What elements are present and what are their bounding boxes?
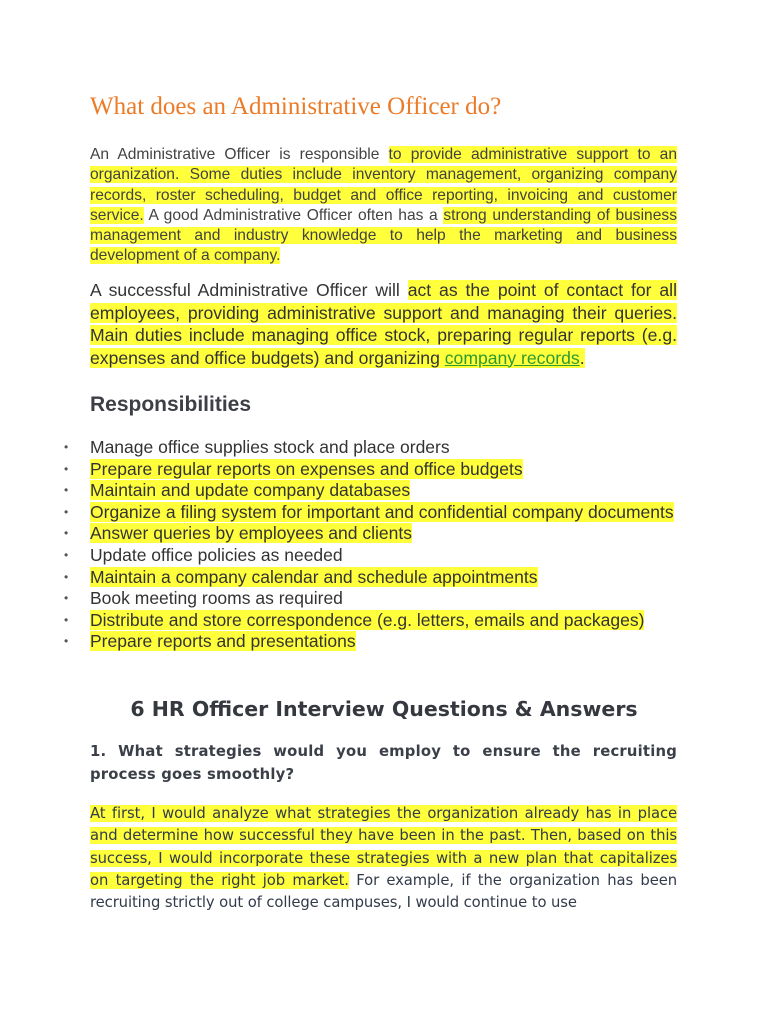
answer-1 [90,803,677,914]
bullet-icon: • [64,547,69,562]
summary-paragraph [90,279,677,369]
bullet-icon: • [64,634,69,649]
responsibility-text: Book meeting rooms as required [90,588,343,609]
responsibility-text: Update office policies as needed [90,544,343,565]
responsibility-text: Prepare regular reports on expenses and office budgets [90,458,523,479]
intro-highlight-2: strong understanding of business management and industry knowledge to help the marketing and business development of a company. [90,206,678,265]
bullet-icon: • [64,504,69,519]
responsibility-item [0,631,677,653]
summary-highlight: act as the point of contact for all employees, providing administrative support and managing their queries. Main duties include managing office stock, preparing regular reports (e.g. expenses and office budgets) and organizing [90,280,677,368]
intro-text-mid: A good Administrative Officer often has a [143,206,444,224]
responsibility-text: Prepare reports and presentations [90,631,356,652]
responsibility-text: Maintain a company calendar and schedule appointments [90,566,538,587]
responsibility-item [0,523,677,545]
responsibility-item [0,502,677,524]
page-title: What does an Administrative Officer do? [90,93,502,120]
bullet-icon: • [64,483,69,498]
responsibility-item [0,567,677,589]
responsibility-text: Organize a filing system for important and confidential company documents [90,501,674,522]
responsibility-item [0,459,677,481]
responsibility-text: Manage office supplies stock and place orders [90,437,450,457]
responsibility-text: Maintain and update company databases [90,480,411,501]
intro-highlight: to provide administrative support to an organization. Some duties include inventory management, organizing company records, roster scheduling, budget and office reporting, invoicing and customer service. [90,146,678,224]
bullet-icon: • [64,440,69,454]
responsibilities-heading: Responsibilities [90,393,252,416]
responsibility-item [0,437,677,459]
responsibility-item [0,545,677,567]
responsibility-item [0,588,677,610]
bullet-icon: • [64,569,69,584]
responsibilities-list [0,437,768,653]
answer-1-text: For example, if the organization has been recruiting strictly out of college campuses, I would continue to use [90,871,677,912]
responsibility-text: Answer queries by employees and clients [90,523,412,544]
bullet-icon: • [64,591,69,606]
intro-text: An Administrative Officer is responsible [90,146,389,163]
summary-text: A successful Administrative Officer will [90,280,408,300]
hr-interview-heading: 6 HR Officer Interview Questions & Answers [130,697,638,721]
bullet-icon: • [64,612,69,627]
summary-period: . [579,347,585,368]
answer-1-highlight: At first, I would analyze what strategies the organization already has in place and determine how successful they have been in the past. Then, based on this success, I would incorporate these strategies with a new plan that capitalizes on targeting the right job market. [90,805,677,889]
intro-paragraph [90,145,677,267]
bullet-icon: • [64,526,69,541]
company-records-link[interactable]: company records [444,347,580,368]
bullet-icon: • [64,461,69,476]
responsibility-text: Distribute and store correspondence (e.g. letters, emails and packages) [90,609,645,630]
responsibility-item [0,480,677,502]
responsibility-item [0,610,677,632]
question-1: 1. What strategies would you employ to ensure the recruiting process goes smoothly? [90,743,677,783]
